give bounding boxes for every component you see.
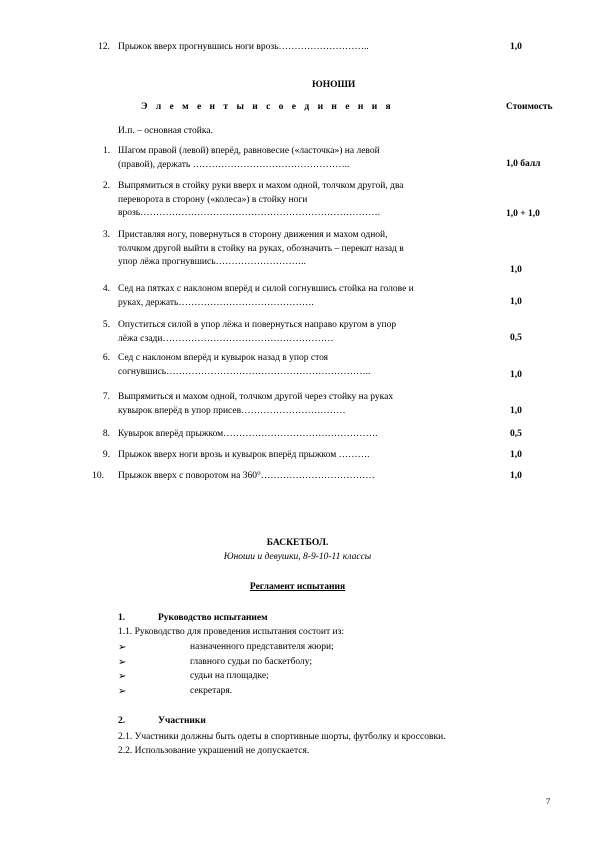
item-number: 5.	[102, 320, 110, 330]
elements-header: Э л е м е н т ы и с о е д и н е н и я	[141, 102, 393, 112]
item-number: 10.	[92, 471, 104, 481]
item-number: 3.	[102, 230, 110, 240]
section-1-line: 1.1. Руководство для проведения испытания состоит из:	[118, 627, 345, 637]
item-value: 1,0	[510, 297, 522, 307]
item-text-line: Кувырок вперёд прыжком………………………………………….	[118, 429, 378, 439]
item-value: 1,0	[510, 450, 522, 460]
section-2-line-1: 2.1. Участники должны быть одеты в спортивные шорты, футболку и кроссовки.	[118, 732, 446, 742]
item-text-line: толчком другой выйти в стойку на руках, обозначить – перекат назад в	[118, 243, 404, 254]
item-value: 1,0	[510, 42, 522, 52]
bullet-item: назначенного представителя жюри;	[190, 642, 334, 652]
item-text-line: упор лёжа прогнувшись………………………..	[118, 257, 306, 267]
item-text-line: Сед на пятках с наклоном вперёд и силой согнувшись стойка на голове и	[118, 284, 414, 294]
section-title: ЮНОШИ	[312, 80, 356, 90]
bullet-arrow-icon: ➢	[118, 642, 127, 653]
item-text-line: Выпрямиться и махом одной, толчком другой через стойку на руках	[118, 392, 394, 402]
item-number: 9.	[102, 450, 110, 460]
basketball-title: БАСКЕТБОЛ.	[266, 538, 329, 548]
item-text-line: Приставляя ногу, повернуться в сторону движения и махом одной,	[118, 230, 388, 240]
bullet-arrow-icon: ➢	[118, 671, 127, 682]
bullet-arrow-icon: ➢	[118, 685, 127, 697]
item-text-line: согнувшись………………………………………………………..	[118, 366, 371, 377]
cost-header: Стоимость	[506, 102, 553, 112]
section-2-title: Участники	[158, 716, 206, 726]
item-text-line: Сед с наклоном вперёд и кувырок назад в упор стоя	[118, 353, 329, 363]
item-value: 1,0 + 1,0	[506, 209, 540, 219]
item-number: 8.	[102, 429, 110, 439]
bullet-item: секретаря.	[190, 685, 233, 696]
bullet-item: судьи на площадке;	[190, 671, 269, 681]
section-2-number: 2.	[118, 716, 126, 726]
section-1-number: 1.	[118, 613, 126, 623]
section-2-line-2: 2.2. Использование украшений не допускается.	[118, 746, 310, 756]
item-number: 2.	[102, 181, 110, 191]
item-text-line: Прыжок вверх с поворотом на 360°………………………………	[118, 471, 375, 481]
item-number: 1.	[102, 146, 110, 156]
item-text-line: Выпрямиться в стойку руки вверх и махом одной, толчком другой, два	[118, 181, 404, 191]
item-text-line: врозь………………………………………………………………….	[118, 208, 380, 218]
item-number: 4.	[102, 284, 110, 294]
item-text-line: кувырок вперёд в упор присев……………………………	[118, 405, 346, 416]
item-text-line: руках, держать…………………………………….	[118, 297, 314, 308]
item-text-line: (правой), держать …………………………………………..	[118, 159, 350, 170]
item-text-line: Шагом правой (левой) вперёд, равновесие («ласточка») на левой	[118, 146, 380, 156]
item-value: 1,0	[510, 370, 522, 380]
item-value: 0,5	[510, 429, 522, 439]
item-value: 0,5	[510, 333, 522, 343]
item-value: 1,0 балл	[506, 159, 541, 169]
item-number: 12.	[98, 42, 110, 52]
regulation-heading: Регламент испытания	[249, 582, 346, 592]
item-value: 1,0	[510, 265, 522, 275]
item-text-line: Опуститься силой в упор лёжа и повернуться направо кругом в упор	[118, 320, 397, 330]
item-number: 6.	[102, 353, 110, 363]
item-number: 7.	[102, 392, 110, 402]
item-text-line: Прыжок вверх ноги врозь и кувырок вперёд прыжком ……….	[118, 450, 370, 460]
start-position: И.п. – основная стойка.	[118, 126, 213, 136]
item-value: 1,0	[510, 471, 522, 481]
page-number: 7	[546, 796, 551, 806]
bullet-item: главного судьи по баскетболу;	[190, 656, 313, 667]
basketball-subtitle: Юноши и девушки, 8-9-10-11 классы	[223, 552, 372, 562]
item-value: 1,0	[510, 406, 522, 416]
bullet-arrow-icon: ➢	[118, 656, 127, 668]
section-1-title: Руководство испытанием	[158, 613, 268, 623]
item-text: Прыжок вверх прогнувшись ноги врозь………………………..	[118, 42, 369, 52]
item-text-line: переворота в сторону («колеса») в стойку ноги	[118, 194, 308, 205]
item-text-line: лёжа сзади………………………………………………	[118, 333, 334, 344]
